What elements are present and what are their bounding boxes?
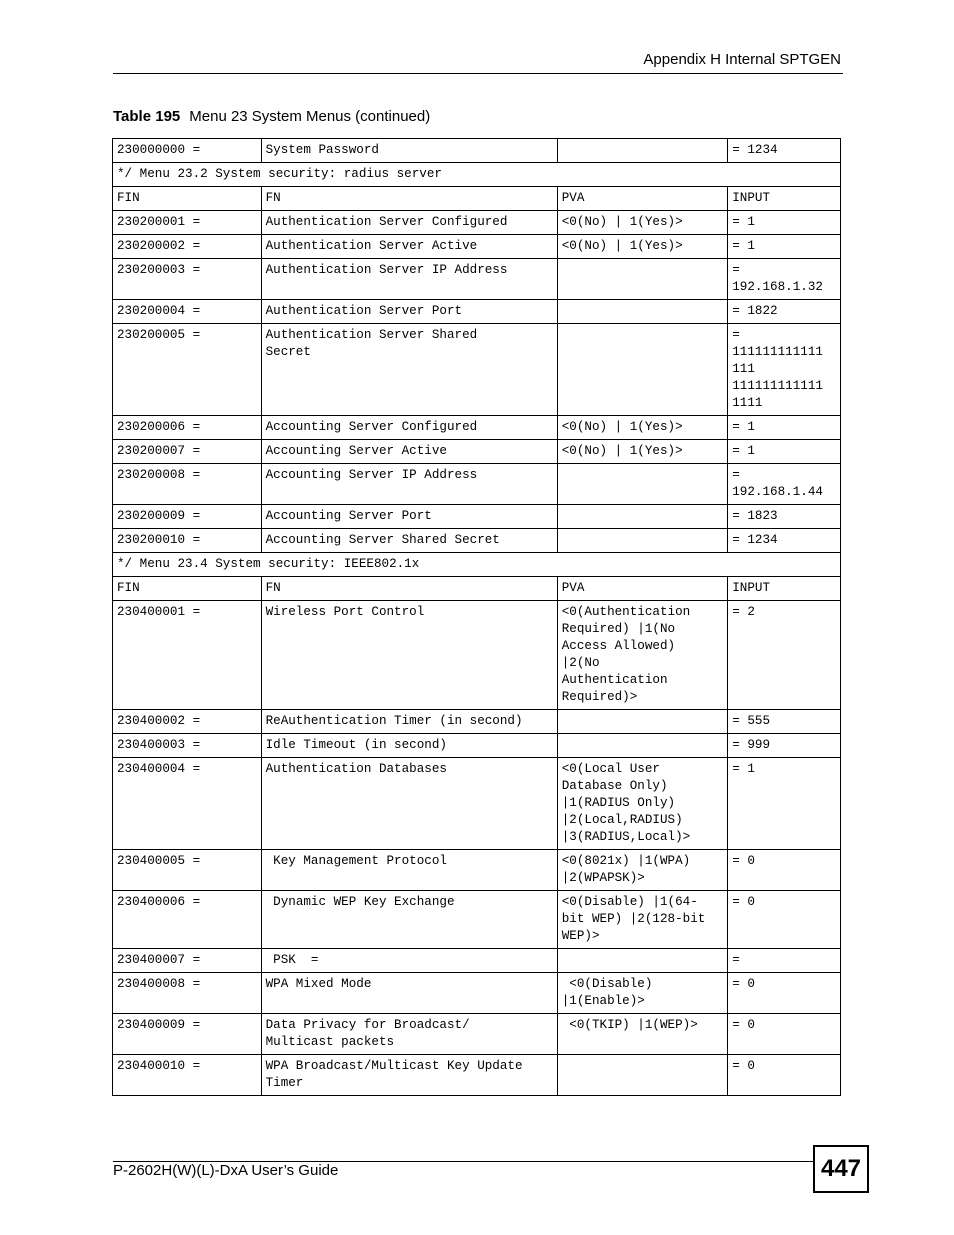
table-number: Table 195	[113, 108, 181, 125]
cell-fin: 230400002 =	[113, 710, 262, 734]
cell-fin: 230400005 =	[113, 850, 262, 891]
cell-fin: 230000000 =	[113, 139, 262, 163]
cell-fn: PSK =	[261, 949, 557, 973]
cell-fn: Idle Timeout (in second)	[261, 734, 557, 758]
cell-fin: 230400006 =	[113, 891, 262, 949]
header-pva: PVA	[557, 187, 728, 211]
menu-table-body	[113, 139, 841, 1096]
cell-input: = 1	[728, 758, 841, 850]
cell-fn: Key Management Protocol	[261, 850, 557, 891]
cell-input: = 0	[728, 850, 841, 891]
cell-fn: Authentication Server Port	[261, 300, 557, 324]
cell-fin: 230200003 =	[113, 259, 262, 300]
cell-pva	[557, 505, 728, 529]
table-row	[113, 758, 841, 850]
menu-table	[112, 138, 841, 1096]
header-input: INPUT	[728, 577, 841, 601]
header-input: INPUT	[728, 187, 841, 211]
cell-input: = 0	[728, 973, 841, 1014]
guide-title: P-2602H(W)(L)-DxA User’s Guide	[113, 1162, 339, 1179]
section-row	[113, 163, 841, 187]
cell-fin: 230400008 =	[113, 973, 262, 1014]
cell-pva: <0(Authentication Required) |1(No Access Allowed) |2(No Authentication Required)>	[557, 601, 728, 710]
table-row	[113, 235, 841, 259]
cell-fn: WPA Mixed Mode	[261, 973, 557, 1014]
cell-input: = 1	[728, 235, 841, 259]
cell-fin: 230200002 =	[113, 235, 262, 259]
cell-input: = 1822	[728, 300, 841, 324]
cell-pva	[557, 324, 728, 416]
table-row	[113, 300, 841, 324]
header-pva: PVA	[557, 577, 728, 601]
cell-input: = 1823	[728, 505, 841, 529]
cell-input: =	[728, 949, 841, 973]
cell-pva	[557, 949, 728, 973]
cell-input: = 0	[728, 891, 841, 949]
cell-fn: Authentication Server IP Address	[261, 259, 557, 300]
cell-fin: 230400004 =	[113, 758, 262, 850]
cell-input: = 1234	[728, 139, 841, 163]
table-row	[113, 211, 841, 235]
table-caption	[113, 108, 430, 125]
table-row	[113, 440, 841, 464]
cell-fn: WPA Broadcast/Multicast Key Update Timer	[261, 1055, 557, 1096]
cell-pva	[557, 259, 728, 300]
column-header-row	[113, 187, 841, 211]
table-row	[113, 259, 841, 300]
table-row	[113, 734, 841, 758]
cell-pva	[557, 529, 728, 553]
cell-fin: 230200007 =	[113, 440, 262, 464]
table-row	[113, 1055, 841, 1096]
cell-pva: <0(No) | 1(Yes)>	[557, 211, 728, 235]
cell-fn: Dynamic WEP Key Exchange	[261, 891, 557, 949]
cell-fin: 230400009 =	[113, 1014, 262, 1055]
section-title: */ Menu 23.2 System security: radius server	[113, 163, 841, 187]
cell-fin: 230400007 =	[113, 949, 262, 973]
running-header: Appendix H Internal SPTGEN	[643, 51, 841, 68]
cell-fn: Accounting Server Active	[261, 440, 557, 464]
cell-fn: Accounting Server Port	[261, 505, 557, 529]
cell-input: = 2	[728, 601, 841, 710]
table-row	[113, 850, 841, 891]
cell-pva: <0(TKIP) |1(WEP)>	[557, 1014, 728, 1055]
cell-fin: 230200006 =	[113, 416, 262, 440]
header-fn: FN	[261, 187, 557, 211]
cell-fn: ReAuthentication Timer (in second)	[261, 710, 557, 734]
cell-pva	[557, 734, 728, 758]
cell-fin: 230200005 =	[113, 324, 262, 416]
table-row	[113, 949, 841, 973]
cell-input: = 0	[728, 1014, 841, 1055]
cell-input: = 0	[728, 1055, 841, 1096]
cell-fn: Data Privacy for Broadcast/ Multicast packets	[261, 1014, 557, 1055]
cell-input: = 1	[728, 211, 841, 235]
cell-pva	[557, 464, 728, 505]
cell-fin: 230400003 =	[113, 734, 262, 758]
header-fn: FN	[261, 577, 557, 601]
cell-pva	[557, 1055, 728, 1096]
cell-input: = 1	[728, 440, 841, 464]
cell-input: = 999	[728, 734, 841, 758]
cell-fn: Accounting Server Configured	[261, 416, 557, 440]
cell-fin: 230400001 =	[113, 601, 262, 710]
cell-pva: <0(No) | 1(Yes)>	[557, 440, 728, 464]
cell-fin: 230200008 =	[113, 464, 262, 505]
cell-pva	[557, 710, 728, 734]
column-header-row	[113, 577, 841, 601]
table-row	[113, 464, 841, 505]
cell-input: = 555	[728, 710, 841, 734]
cell-fn: Accounting Server IP Address	[261, 464, 557, 505]
table-row	[113, 891, 841, 949]
cell-fin: 230200001 =	[113, 211, 262, 235]
table-row	[113, 505, 841, 529]
cell-fn: Authentication Server Configured	[261, 211, 557, 235]
section-title: */ Menu 23.4 System security: IEEE802.1x	[113, 553, 841, 577]
cell-pva	[557, 139, 728, 163]
cell-fn: Authentication Server Shared Secret	[261, 324, 557, 416]
cell-input: = 192.168.1.32	[728, 259, 841, 300]
table-row	[113, 601, 841, 710]
cell-pva: <0(8021x) |1(WPA) |2(WPAPSK)>	[557, 850, 728, 891]
header-rule	[113, 73, 843, 74]
cell-input: = 1234	[728, 529, 841, 553]
table-row	[113, 529, 841, 553]
cell-pva: <0(Local User Database Only) |1(RADIUS Only) |2(Local,RADIUS) |3(RADIUS,Local)>	[557, 758, 728, 850]
header-fin: FIN	[113, 187, 262, 211]
cell-input: = 1	[728, 416, 841, 440]
section-row	[113, 553, 841, 577]
header-fin: FIN	[113, 577, 262, 601]
cell-fin: 230200009 =	[113, 505, 262, 529]
cell-pva: <0(Disable) |1(Enable)>	[557, 973, 728, 1014]
cell-input: = 192.168.1.44	[728, 464, 841, 505]
cell-fn: Authentication Server Active	[261, 235, 557, 259]
cell-pva	[557, 300, 728, 324]
table-row	[113, 139, 841, 163]
cell-fn: System Password	[261, 139, 557, 163]
cell-fin: 230200010 =	[113, 529, 262, 553]
cell-fn: Wireless Port Control	[261, 601, 557, 710]
table-row	[113, 1014, 841, 1055]
table-row	[113, 973, 841, 1014]
page-number: 447	[813, 1145, 869, 1193]
table-title: Menu 23 System Menus (continued)	[189, 108, 431, 125]
table-row	[113, 710, 841, 734]
table-row	[113, 416, 841, 440]
cell-fn: Authentication Databases	[261, 758, 557, 850]
cell-fin: 230400010 =	[113, 1055, 262, 1096]
cell-fn: Accounting Server Shared Secret	[261, 529, 557, 553]
cell-input: = 111111111111 111 111111111111 1111	[728, 324, 841, 416]
cell-pva: <0(No) | 1(Yes)>	[557, 235, 728, 259]
table-row	[113, 324, 841, 416]
cell-pva: <0(Disable) |1(64- bit WEP) |2(128-bit WEP)>	[557, 891, 728, 949]
cell-fin: 230200004 =	[113, 300, 262, 324]
cell-pva: <0(No) | 1(Yes)>	[557, 416, 728, 440]
